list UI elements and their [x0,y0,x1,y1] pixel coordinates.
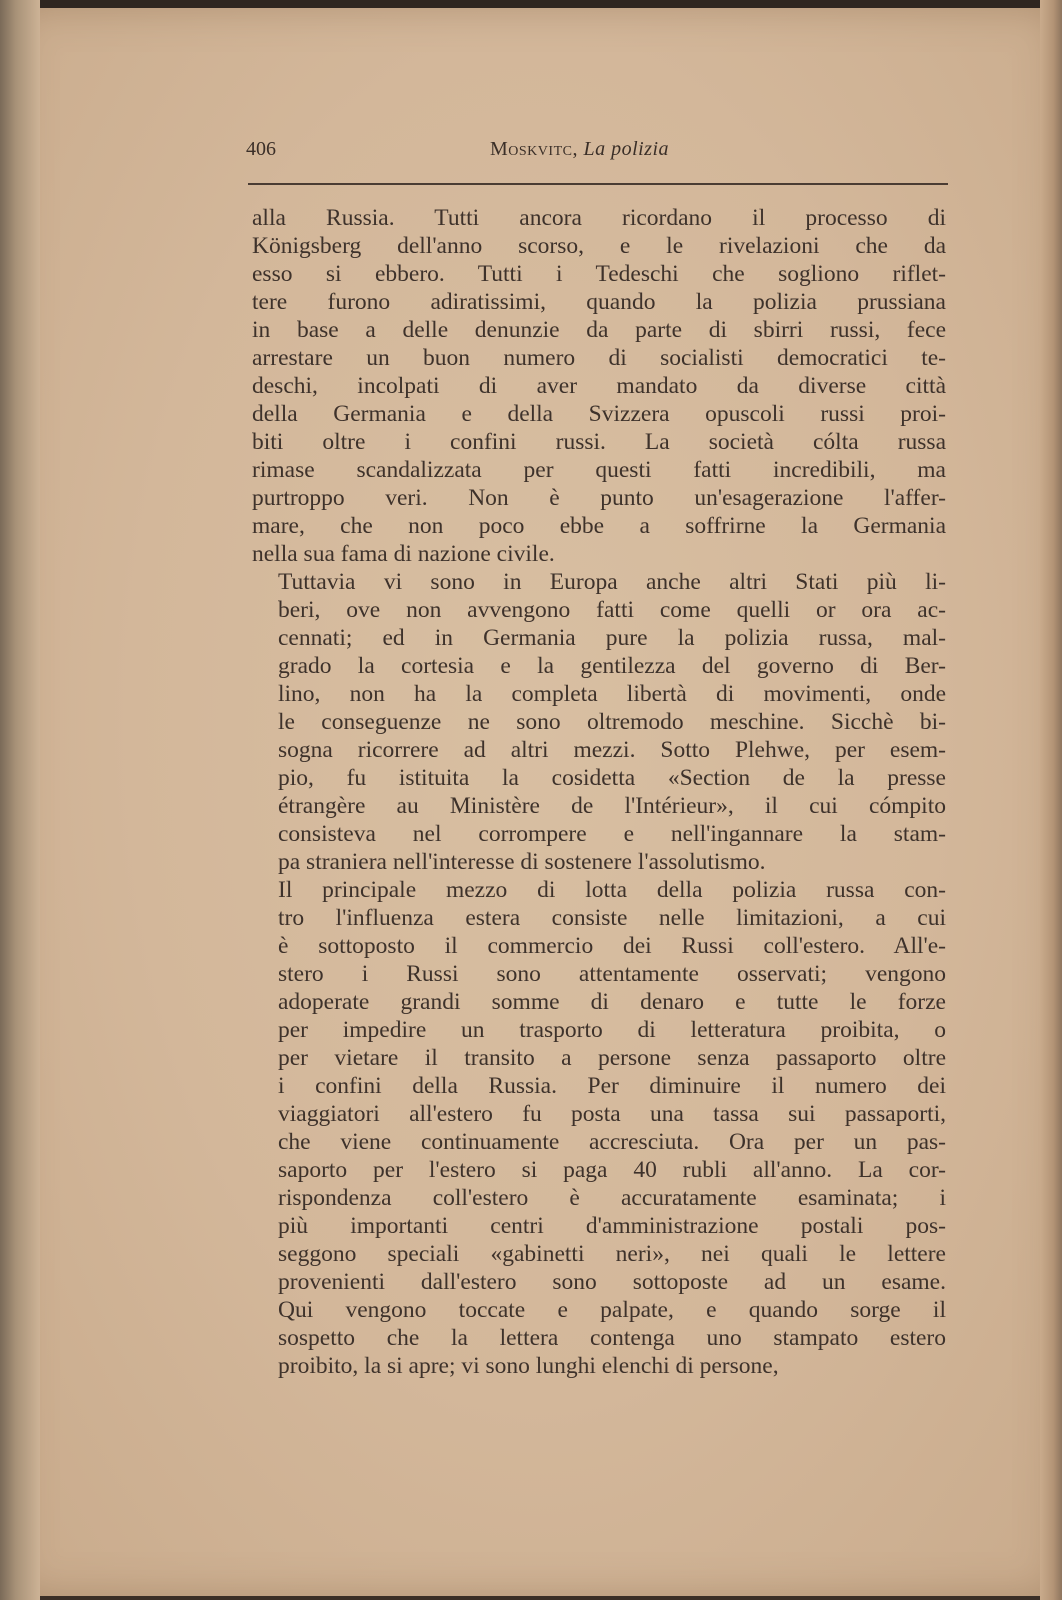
text-line: le conseguenze ne sono oltremodo meschine. Sicchè bi- [278,709,946,735]
text-line: mare, che non poco ebbe a soffrirne la Germania [252,513,946,539]
text-line: beri, ove non avvengono fatti come quelli or ora ac- [278,597,946,623]
paragraph [252,568,946,876]
text-line: provenienti dall'estero sono sottoposte ad un esame. [278,1269,946,1295]
text-line: étrangère au Ministère de l'Intérieur», il cui cómpito [278,793,946,819]
text-line: deschi, incolpati di aver mandato da diverse città [252,373,946,399]
text-line: consisteva nel corrompere e nell'ingannare la stam- [278,821,946,847]
text-line: pio, fu istituita la cosidetta «Section de la presse [278,765,946,791]
text-line: purtroppo veri. Non è punto un'esagerazione l'affer- [252,485,946,511]
text-line: nella sua fama di nazione civile. [252,541,555,567]
author-name: Moskvitc, [490,138,578,160]
book-spine-edge [0,0,40,1600]
text-line: sospetto che la lettera contenga uno stampato estero [278,1325,946,1351]
text-line: grado la cortesia e la gentilezza del governo di Ber- [278,653,946,679]
text-line: lino, non ha la completa libertà di movimenti, onde [278,681,946,707]
text-line: alla Russia. Tutti ancora ricordano il processo di [252,205,946,231]
text-line: rispondenza coll'estero è accuratamente esaminata; i [278,1185,946,1211]
text-line: per impedire un trasporto di letteratura proibita, o [278,1017,946,1043]
text-line: per vietare il transito a persone senza passaporto oltre [278,1045,946,1071]
text-line: Tuttavia vi sono in Europa anche altri Stati più li- [278,569,946,595]
work-title: La polizia [583,138,670,160]
text-line: più importanti centri d'amministrazione postali pos- [278,1213,946,1239]
text-line: sogna ricorrere ad altri mezzi. Sotto Plehwe, per esem- [278,737,946,763]
text-line: che viene continuamente accresciuta. Ora per un pas- [278,1129,946,1155]
text-line: viaggiatori all'estero fu posta una tassa sui passaporti, [278,1101,946,1127]
running-title [490,138,669,161]
text-line: Königsberg dell'anno scorso, e le rivelazioni che da [252,233,946,259]
text-line: saporto per l'estero si paga 40 rubli all'anno. La cor- [278,1157,946,1183]
header-rule [248,183,948,185]
running-header [246,138,946,168]
text-line: Il principale mezzo di lotta della polizia russa con- [278,877,946,903]
text-line: della Germania e della Svizzera opuscoli russi proi- [252,401,946,427]
text-line: è sottoposto il commercio dei Russi coll'estero. All'e- [278,933,946,959]
text-line: tere furono adiratissimi, quando la polizia prussiana [252,289,946,315]
text-line: Qui vengono toccate e palpate, e quando sorge il [278,1297,946,1323]
text-line: seggono speciali «gabinetti neri», nei quali le lettere [278,1241,946,1267]
body-text [252,204,946,1380]
text-line: esso si ebbero. Tutti i Tedeschi che sogliono riflet- [252,261,946,287]
text-line: in base a delle denunzie da parte di sbirri russi, fece [252,317,946,343]
page-fore-edge [1040,0,1062,1600]
paragraph [252,876,946,1380]
text-line: cennati; ed in Germania pure la polizia russa, mal- [278,625,946,651]
text-line: i confini della Russia. Per diminuire il numero dei [278,1073,946,1099]
text-line: proibito, la si apre; vi sono lunghi elenchi di persone, [278,1353,779,1379]
text-line: adoperate grandi somme di denaro e tutte le forze [278,989,946,1015]
text-line: stero i Russi sono attentamente osservati; vengono [278,961,946,987]
text-line: rimase scandalizzata per questi fatti incredibili, ma [252,457,946,483]
paragraph [252,204,946,568]
text-line: tro l'influenza estera consiste nelle limitazioni, a cui [278,905,946,931]
text-line: biti oltre i confini russi. La società cólta russa [252,429,946,455]
page-number: 406 [246,138,276,160]
text-line: arrestare un buon numero di socialisti democratici te- [252,345,946,371]
text-line: pa straniera nell'interesse di sostenere l'assolutismo. [278,849,766,875]
